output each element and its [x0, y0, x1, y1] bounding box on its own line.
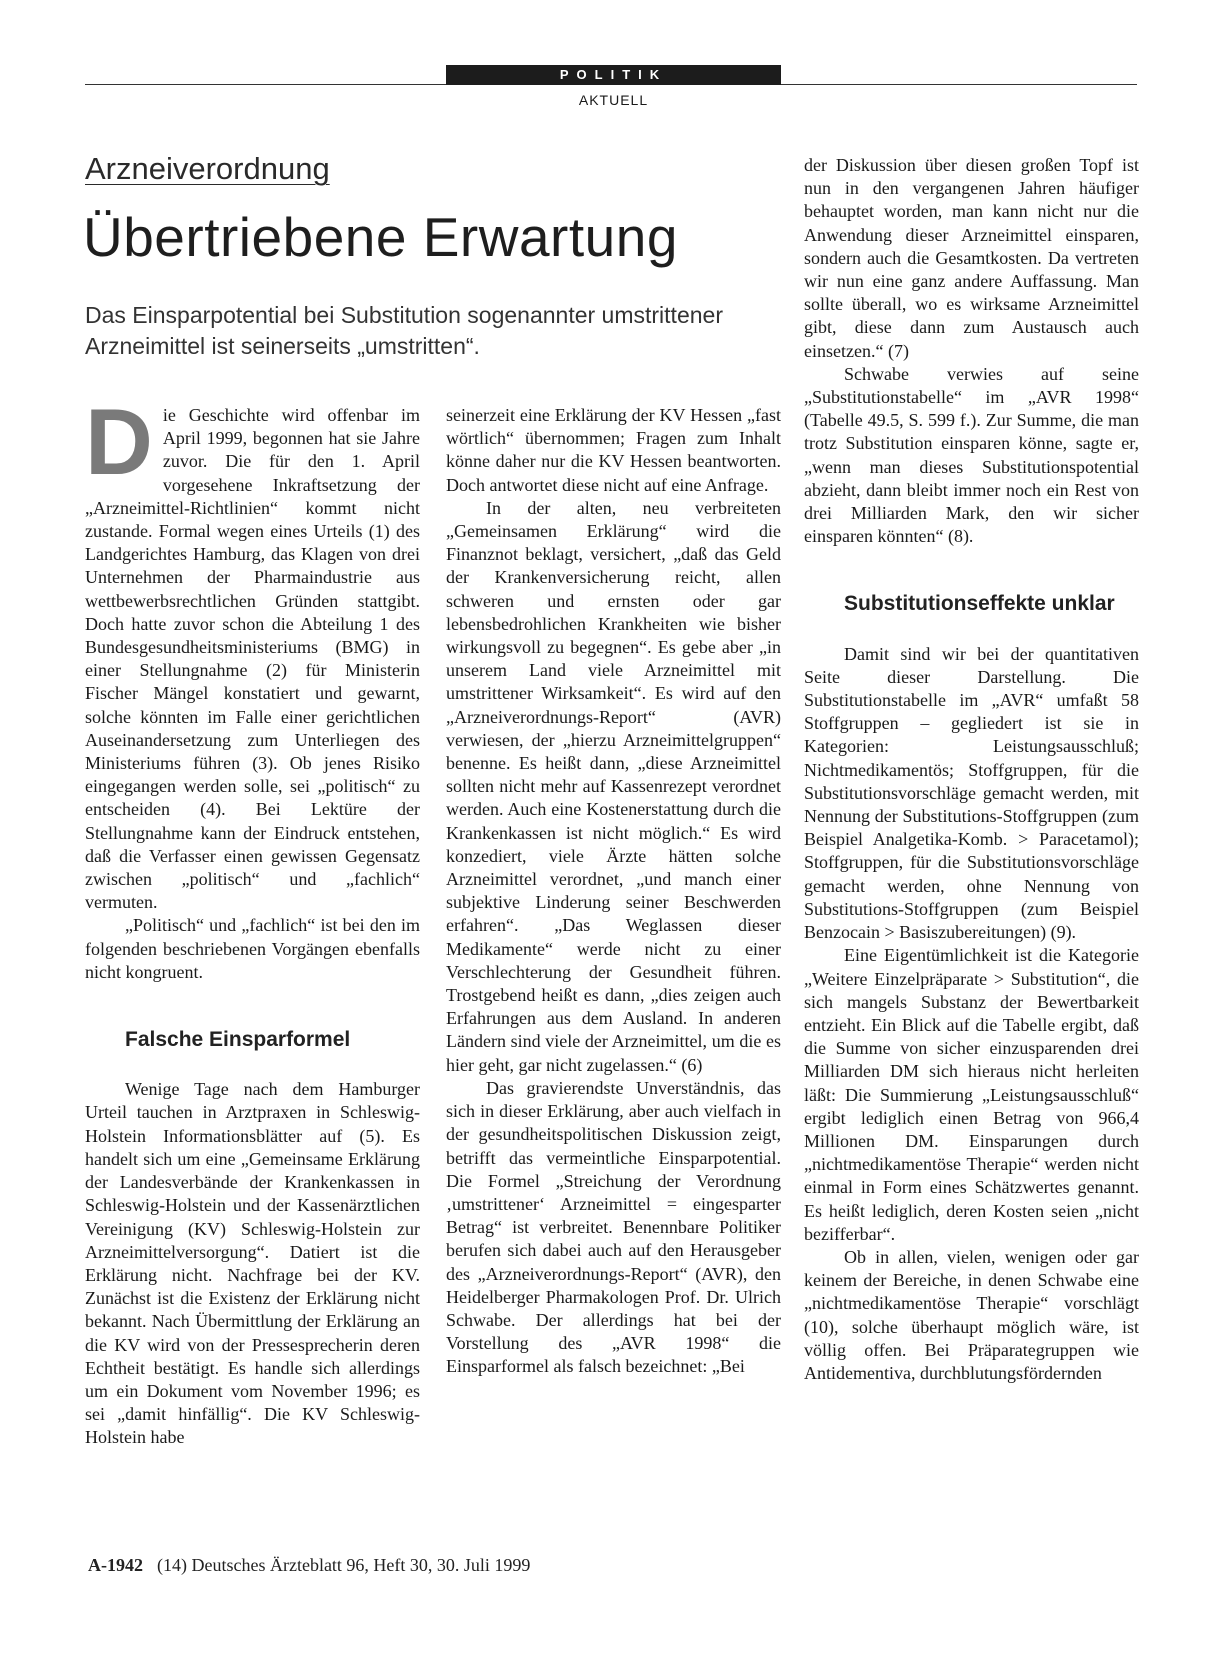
paragraph: Eine Eigentümlichkeit ist die Kategorie „Weitere Einzelpräparate > Substitution“, die sich mangels Substanz der Bewertbarkeit entzieht. Ein Blick auf die Tabelle ergibt, daß die Summe von sicher einzusparenden drei Milliarden DM sich hieraus nicht herleiten läßt: Die Summierung „Leistungsausschluß“ ergibt lediglich einen Betrag von 966,4 Millionen DM. Einsparungen durch „nichtmedikamentöse Therapie“ werden nicht einmal in Form eines Schätzwertes genannt. Es heißt lediglich, deren Kosten seien „nicht bezifferbar“. — [804, 945, 1139, 1244]
paragraph: der Diskussion über diesen großen Topf ist nun in den vergangenen Jahren häufiger behauptet worden, man kann nicht nur die Anwendung dieser Arzneimittel einsparen, sondern auch die Gesamtkosten. Da vertreten wir nun eine ganz andere Auffassung. Man sollte überall, wo es wirksame Arzneimittel gibt, diese dann zum Austausch auch einsetzen.“ (7) — [804, 155, 1139, 361]
text-column-2 — [446, 404, 781, 1379]
article-kicker: Arzneiverordnung — [85, 151, 330, 186]
paragraph: seinerzeit eine Erklärung der KV Hessen „fast wörtlich“ übernommen; Fragen zum Inhalt könne daher nur die KV Hessen beantworten. Doch antwortet diese nicht auf eine Anfrage. — [446, 405, 781, 495]
paragraph: Ob in allen, vielen, wenigen oder gar keinem der Bereiche, in denen Schwabe eine „nichtmedikamentöse Therapie“ vorschlägt (10), solche überhaupt möglich wäre, ist völlig offen. Bei Präparategruppen wie Antidementiva, durchblutungsfördernden — [804, 1246, 1139, 1383]
text-column-3 — [804, 154, 1139, 1385]
drop-cap: D — [85, 389, 153, 494]
section-heading: Substitutionseffekte unklar — [844, 592, 1115, 616]
paragraph: Damit sind wir bei der quantitativen Seite dieser Darstellung. Die Substitutionstabelle im „AVR“ umfaßt 58 Stoffgruppen – gegliedert ist sie in Kategorien: Leistungsausschluß; Nichtmedikamentös; Stoffgruppen, für die Substitutionsvorschläge gemacht werden, mit Nennung der Substitutions-Stoffgruppen (zum Beispiel Analgetika-Komb. > Paracetamol); Stoffgruppen, für die Substitutionsvorschläge gemacht werden, ohne Nennung von Substitutions-Stoffgruppen (zum Beispiel Benzocain > Basiszubereitungen) (9). — [804, 643, 1139, 943]
article-deck: Das Einsparpotential bei Substitution sogenannter umstrittener Arzneimittel ist seinerseits „umstritten“. — [85, 302, 723, 359]
paragraph: Wenige Tage nach dem Hamburger Urteil tauchen in Arztpraxen in Schleswig-Holstein Informationsblätter auf (5). Es handelt sich um eine „Gemeinsame Erklärung der Landesverbände der Krankenkassen in Schleswig-Holstein und der Kassenärztlichen Vereinigung (KV) Schleswig-Holstein zur Arzneimittelversorgung“. Datiert ist die Erklärung nicht. Nachfrage bei der KV. Zunächst ist die Existenz der Erklärung nicht bekannt. Nach Übermittlung der Erklärung an die KV wird von der Pressesprecherin deren Echtheit bestätigt. Es handle sich allerdings um ein Dokument vom November 1996; es sei „damit hinfällig“. Die KV Schleswig-Holstein habe — [85, 1079, 420, 1448]
subsection-label: AKTUELL — [578, 92, 649, 108]
paragraph: Das gravierendste Unverständnis, das sich in dieser Erklärung, aber auch vielfach in der gesundheitspolitischen Diskussion zeigt, betrifft das vermeintliche Einsparpotential. Die Formel „Streichung der Verordnung ‚umstrittener‘ Arzneimittel = eingesparter Betrag“ ist verbreitet. Benennbare Politiker berufen sich dabei auch auf den Herausgeber des „Arzneiverordnungs-Report“ (AVR), den Heidelberger Pharmakologen Prof. Dr. Ulrich Schwabe. Der allerdings hat bei der Vorstellung des „AVR 1998“ die Einsparformel als falsch bezeichnet: „Bei — [446, 1077, 781, 1377]
paragraph — [85, 389, 420, 914]
section-label: POLITIK — [446, 65, 781, 85]
paragraph-text: ie Geschichte wird offenbar im April 1999, begonnen hat sie Jahre zuvor. Die für den 1. April vorgesehene Inkraftsetzung der „Arzneimittel-Richtlinien“ kommt nicht zustande. Formal wegen eines Urteils (1) des Landgerichtes Hamburg, das Klagen von drei Unternehmen der Pharmaindustrie aus wettbewerbsrechtlichen Gründen stattgibt. Doch hatte zuvor schon die Abteilung 1 des Bundesgesundheitsministeriums (BMG) in einer Stellungnahme (2) für Ministerin Fischer Mängel konstatiert und gewarnt, solche könnten im Falle einer gerichtlichen Auseinandersetzung zum Unterliegen des Ministeriums führen (3). Ob jenes Risiko eingegangen werden solle, sei „politisch“ zu entscheiden (4). Bei Lektüre der Stellungnahme kann der Eindruck entstehen, daß die Verfasser einen gewissen Gegensatz zwischen „politisch“ und „fachlich“ vermuten. — [85, 405, 420, 913]
article-headline: Übertriebene Erwartung — [83, 206, 678, 268]
paragraph: In der alten, neu verbreiteten „Gemeinsamen Erklärung“ wird die Finanznot beklagt, versichert, „daß das Geld der Krankenversicherung reicht, allen schweren und ernsten oder gar lebensbedrohlichen Krankheiten wie bisher wirkungsvoll zu begegnen“. Es gebe aber „in unserem Land viele Arzneimittel mit umstrittener Wirksamkeit“. Es wird auf den „Arzneiverordnungs-Report“ (AVR) verwiesen, der „hierzu Arzneimittelgruppen“ benenne. Es heißt dann, „diese Arzneimittel sollten nicht mehr auf Kassenrezept verordnet werden. Auch eine Kostenerstattung durch die Krankenkassen ist nicht möglich.“ Es wird konzediert, viele Ärzte hätten solche Arzneimittel verordnet, „und manch einer subjektive Linderung seiner Beschwerden erfahren“. „Das Weglassen dieser Medikamente“ werde nicht zu einer Verschlechterung der Gesundheit führen. Trostgebend heißt es dann, „dies zeigen auch Erfahrungen aus dem Ausland. In anderen Ländern sind viele der Arzneimittel, um die es hier geht, gar nicht zugelassen.“ (6) — [446, 497, 781, 1075]
paragraph: „Politisch“ und „fachlich“ ist bei den im folgenden beschriebenen Vorgängen ebenfalls nicht kongruent. — [85, 915, 420, 982]
section-heading: Falsche Einsparformel — [125, 1028, 351, 1052]
publication-citation: (14) Deutsches Ärzteblatt 96, Heft 30, 30. Juli 1999 — [157, 1555, 531, 1575]
page-footer — [88, 1555, 530, 1576]
page-number: A-1942 — [88, 1555, 143, 1575]
text-column-1 — [85, 389, 420, 1450]
paragraph: Schwabe verwies auf seine „Substitutionstabelle“ im „AVR 1998“ (Tabelle 49.5, S. 599 f.). Zur Summe, die man trotz Substitution einsparen könne, sagte er, „wenn man dieses Substitutionspotential abzieht, dann bleibt immer noch ein Rest von drei Milliarden Mark, den wir sicher einsparen könnten“ (8). — [804, 363, 1139, 547]
